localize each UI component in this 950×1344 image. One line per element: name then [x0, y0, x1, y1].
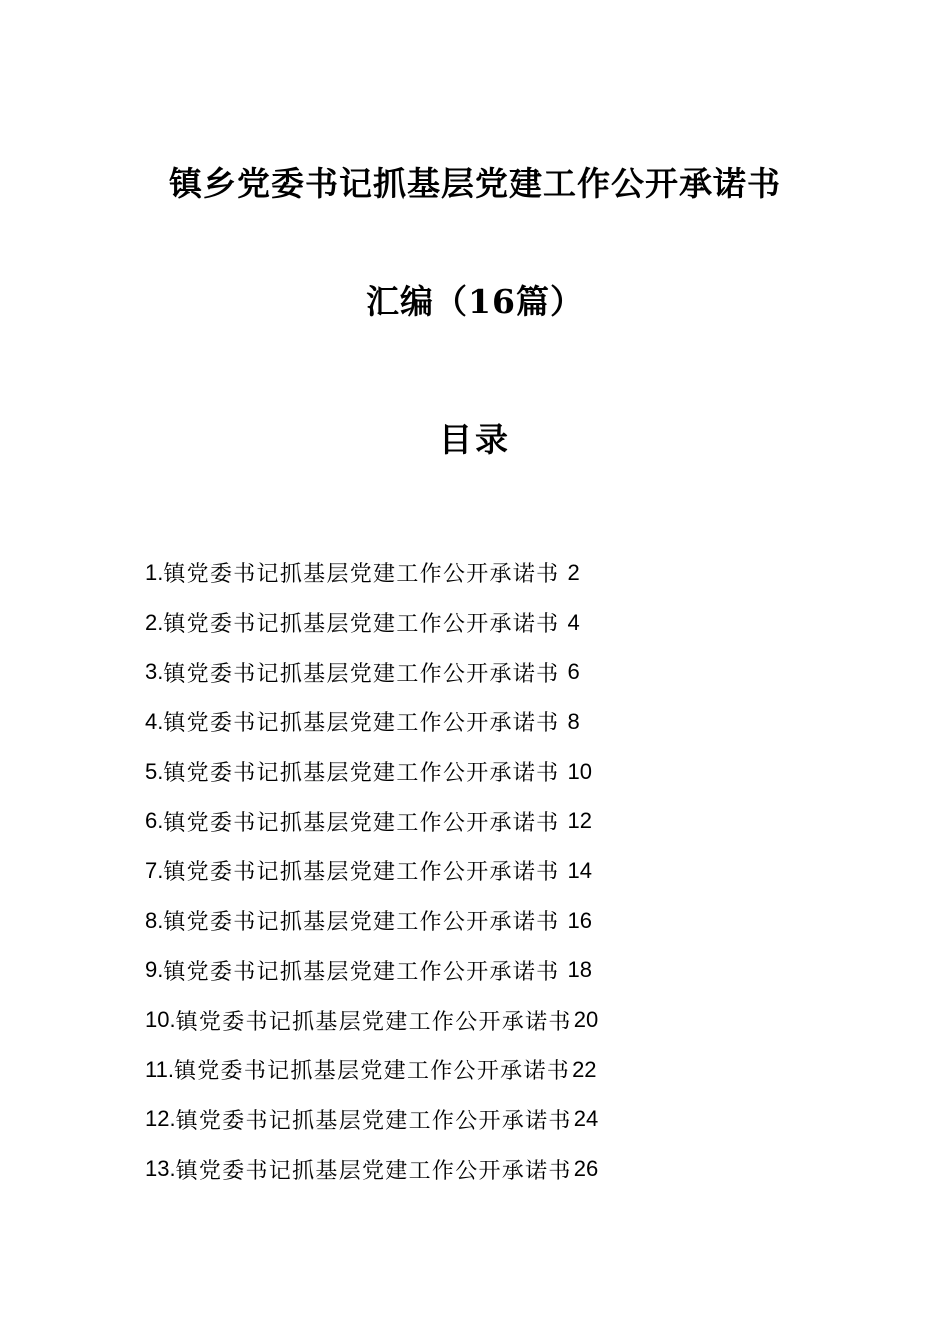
toc-entry-number: 13.	[145, 1156, 176, 1182]
document-title-line-1: 镇乡党委书记抓基层党建工作公开承诺书	[169, 164, 781, 203]
toc-entry-page: 18	[567, 957, 592, 983]
toc-entry-title: 镇党委书记抓基层党建工作公开承诺书	[163, 860, 560, 886]
toc-entry-title: 镇党委书记抓基层党建工作公开承诺书	[175, 1158, 572, 1184]
toc-entry-number: 3.	[145, 659, 164, 685]
toc-entry-page: 2	[567, 559, 580, 585]
toc-entry-number: 8.	[145, 907, 164, 933]
toc-entry-number: 1.	[145, 559, 164, 585]
toc-entry[interactable]	[145, 896, 665, 946]
toc-entry[interactable]	[145, 796, 665, 846]
toc-entry-page: 4	[567, 609, 580, 635]
toc-entry-page: 20	[573, 1007, 599, 1033]
toc-entry[interactable]	[145, 1095, 665, 1145]
toc-entry-page: 8	[567, 708, 580, 734]
toc-entry-title: 镇党委书记抓基层党建工作公开承诺书	[163, 562, 560, 588]
toc-entry[interactable]	[145, 697, 665, 747]
toc-entry-page: 6	[567, 659, 580, 685]
toc-entry[interactable]	[145, 598, 665, 648]
toc-entry-number: 12.	[145, 1106, 176, 1132]
toc-heading: 目录	[439, 420, 511, 459]
toc-entry-title: 镇党委书记抓基层党建工作公开承诺书	[175, 1009, 572, 1035]
toc-entry-title: 镇党委书记抓基层党建工作公开承诺书	[163, 612, 560, 638]
toc-entry-title: 镇党委书记抓基层党建工作公开承诺书	[163, 959, 560, 985]
toc-entry-number: 4.	[145, 708, 164, 734]
toc-entry[interactable]	[145, 1045, 665, 1095]
toc-entry[interactable]	[145, 995, 665, 1045]
toc-entry[interactable]	[145, 647, 665, 697]
toc-entry-title: 镇党委书记抓基层党建工作公开承诺书	[163, 910, 560, 936]
toc-entry-number: 10.	[145, 1007, 176, 1033]
toc-entry-title: 镇党委书记抓基层党建工作公开承诺书	[163, 661, 560, 687]
toc-entry-page: 12	[567, 808, 592, 834]
toc-entry-title: 镇党委书记抓基层党建工作公开承诺书	[163, 810, 560, 836]
toc-entry-page: 14	[567, 857, 592, 883]
toc-entry-number: 5.	[145, 758, 164, 784]
table-of-contents	[145, 548, 665, 1194]
toc-entry-page: 24	[573, 1106, 599, 1132]
toc-entry-page: 26	[573, 1156, 599, 1182]
toc-entry-title: 镇党委书记抓基层党建工作公开承诺书	[163, 711, 560, 737]
toc-entry-page: 22	[572, 1056, 597, 1082]
toc-entry-number: 6.	[145, 808, 164, 834]
toc-entry-number: 7.	[145, 857, 164, 883]
toc-entry[interactable]	[145, 548, 665, 598]
toc-entry[interactable]	[145, 1144, 665, 1194]
toc-entry[interactable]	[145, 846, 665, 896]
toc-entry-number: 11.	[145, 1056, 174, 1082]
document-title-line-2: 汇编（16篇）	[366, 282, 584, 321]
toc-entry[interactable]	[145, 747, 665, 797]
toc-entry-title: 镇党委书记抓基层党建工作公开承诺书	[163, 761, 560, 787]
toc-entry-title: 镇党委书记抓基层党建工作公开承诺书	[173, 1059, 571, 1085]
toc-entry[interactable]	[145, 946, 665, 996]
toc-entry-title: 镇党委书记抓基层党建工作公开承诺书	[175, 1108, 572, 1134]
toc-entry-page: 16	[567, 907, 592, 933]
toc-entry-page: 10	[567, 758, 592, 784]
toc-entry-number: 9.	[145, 957, 164, 983]
toc-entry-number: 2.	[145, 609, 164, 635]
